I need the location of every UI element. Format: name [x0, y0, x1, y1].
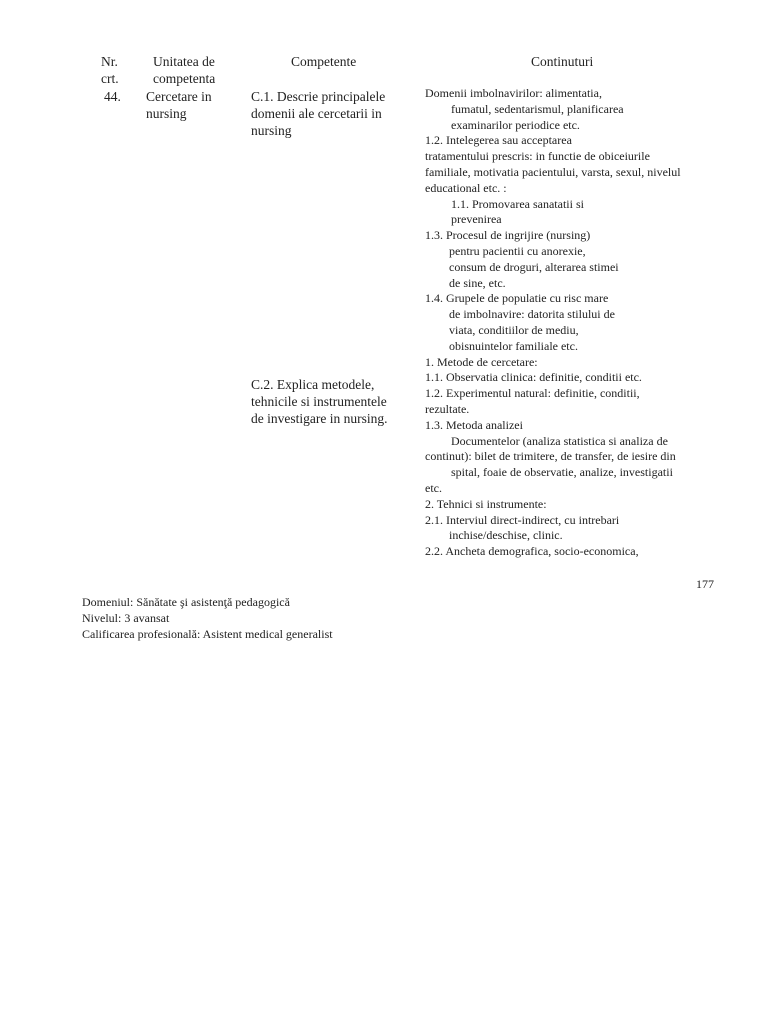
- content-line: prevenirea: [451, 212, 502, 227]
- continuturi-column: [425, 86, 725, 560]
- content-line: Documentelor (analiza statistica si analiza de: [451, 433, 668, 448]
- row-unitate-line-2: nursing: [146, 106, 187, 121]
- content-line: 1.2. Intelegerea sau acceptarea: [425, 133, 572, 148]
- content-line: educational etc. :: [425, 180, 507, 195]
- content-line: 1.3. Procesul de ingrijire (nursing): [425, 228, 591, 243]
- content-line: pentru pacientii cu anorexie,: [449, 243, 586, 258]
- content-line: rezultate.: [425, 401, 470, 416]
- header-continuturi: Continuturi: [531, 54, 594, 69]
- content-line: de imbolnavire: datorita stilului de: [449, 307, 615, 322]
- competenta-c2: C.2. Explica metodele, tehnicile si instrumentele de investigare in nursing.: [251, 377, 388, 426]
- row-number: 44.: [104, 89, 121, 104]
- header-unitate: [153, 53, 215, 87]
- content-line: 2. Tehnici si instrumente:: [425, 496, 547, 511]
- content-line: 1.1. Observatia clinica: definitie, conditii etc.: [425, 370, 642, 385]
- content-line: 1. Metode de cercetare:: [425, 354, 538, 369]
- content-line: tratamentului prescris: in functie de obiceiurile: [425, 149, 650, 164]
- footer-domain: Domeniul: Sănătate şi asistenţă pedagogică: [82, 595, 290, 609]
- content-line: 1.1. Promovarea sanatatii si: [451, 196, 584, 211]
- content-line: obisnuintelor familiale etc.: [449, 338, 578, 353]
- content-line: viata, conditiilor de mediu,: [449, 322, 579, 337]
- content-line: 2.1. Interviul direct-indirect, cu intrebari: [425, 512, 620, 527]
- content-line: spital, foaie de observatie, analize, investigatii: [451, 465, 673, 480]
- content-line: de sine, etc.: [449, 275, 506, 290]
- header-nr-crt: [101, 53, 119, 87]
- content-line: consum de droguri, alterarea stimei: [449, 259, 619, 274]
- content-line: continut): bilet de trimitere, de transfer, de iesire din: [425, 449, 676, 464]
- content-line: 1.4. Grupele de populatie cu risc mare: [425, 291, 609, 306]
- content-line: 2.2. Ancheta demografica, socio-economica,: [425, 544, 639, 559]
- competenta-c1: C.1. Descrie principalele domenii ale cercetarii in nursing: [251, 89, 386, 138]
- page-number: 177: [696, 577, 714, 591]
- content-line: 1.3. Metoda analizei: [425, 417, 523, 432]
- content-line: inchise/deschise, clinic.: [449, 528, 563, 543]
- row-unitate: [146, 88, 246, 122]
- content-line: examinarilor periodice etc.: [451, 117, 580, 132]
- header-unitate-line-1: Unitatea de: [153, 54, 215, 69]
- header-nr-line-1: Nr.: [101, 54, 118, 69]
- content-line: 1.2. Experimentul natural: definitie, conditii,: [425, 386, 640, 401]
- header-competente: Competente: [291, 54, 357, 69]
- footer-qualification: Calificarea profesională: Asistent medical generalist: [82, 627, 333, 641]
- footer: [82, 594, 333, 642]
- content-line: fumatul, sedentarismul, planificarea: [451, 101, 624, 116]
- content-line: etc.: [425, 480, 442, 495]
- content-line: Domenii imbolnavirilor: alimentatia,: [425, 86, 602, 100]
- header-nr-line-2: crt.: [101, 71, 119, 86]
- content-line: familiale, motivatia pacientului, varsta, sexul, nivelul: [425, 164, 681, 179]
- header-unitate-line-2: competenta: [153, 71, 216, 86]
- row-unitate-line-1: Cercetare in: [146, 89, 212, 104]
- footer-level: Nivelul: 3 avansat: [82, 611, 170, 625]
